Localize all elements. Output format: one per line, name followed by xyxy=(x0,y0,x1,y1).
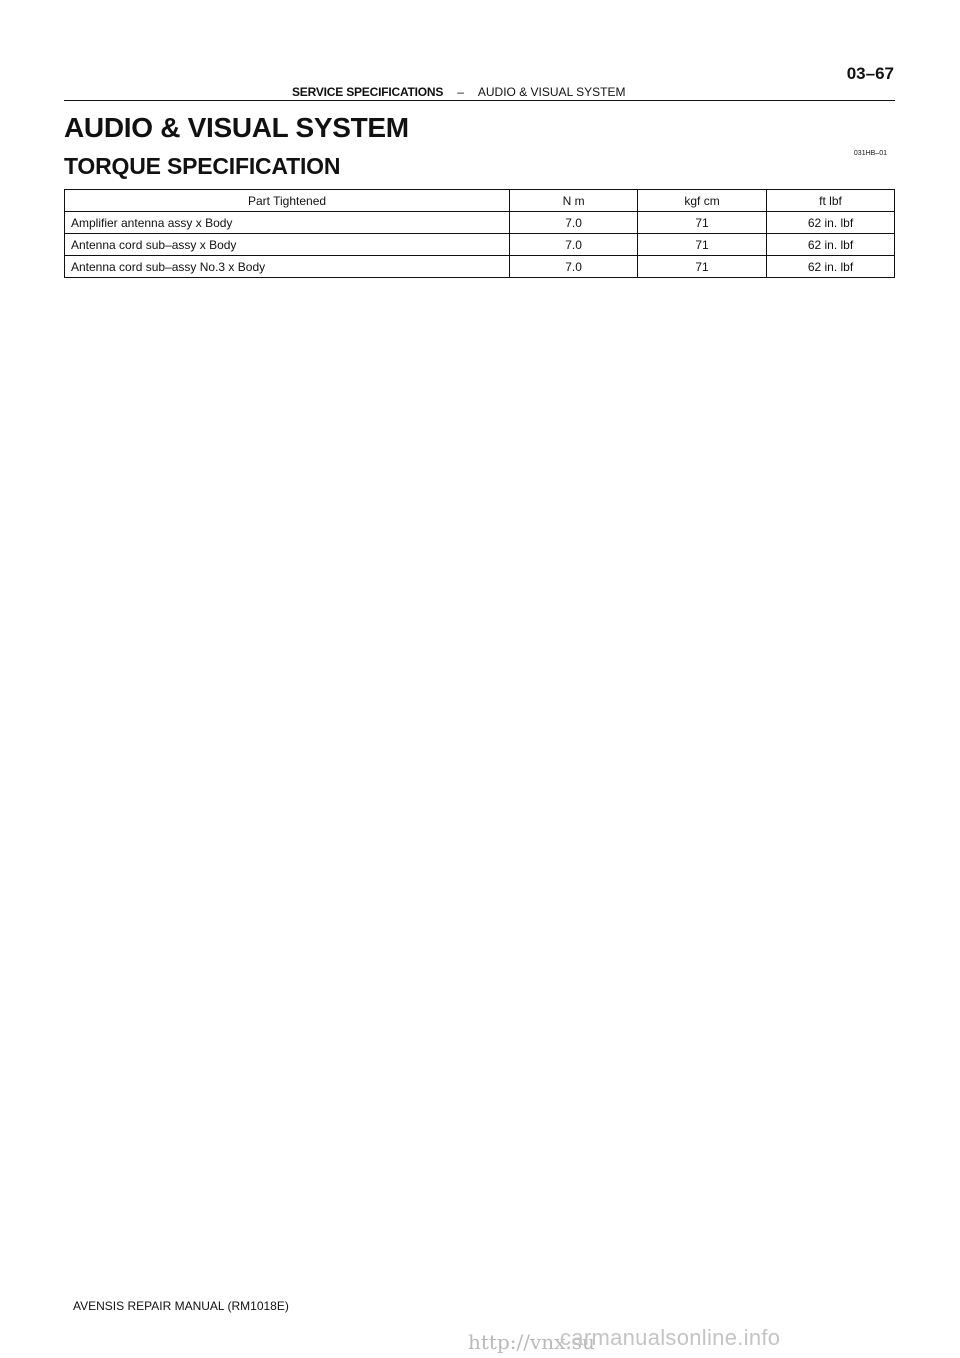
table-row xyxy=(65,212,895,234)
column-header-part: Part Tightened xyxy=(65,190,510,212)
cell-kgf-cm: 71 xyxy=(638,212,767,234)
cell-ft-lbf: 62 in. lbf xyxy=(767,212,895,234)
header-dash: – xyxy=(457,85,464,99)
torque-table xyxy=(64,189,895,278)
cell-kgf-cm: 71 xyxy=(638,234,767,256)
cell-ft-lbf: 62 in. lbf xyxy=(767,256,895,278)
section-title: TORQUE SPECIFICATION xyxy=(64,153,341,179)
cell-kgf-cm: 71 xyxy=(638,256,767,278)
table-row xyxy=(65,234,895,256)
watermark-link[interactable]: http://vnx.su xyxy=(468,1330,595,1354)
column-header-nm: N m xyxy=(510,190,638,212)
cell-part: Antenna cord sub–assy x Body xyxy=(65,234,510,256)
table-header-row xyxy=(65,190,895,212)
cell-nm: 7.0 xyxy=(510,234,638,256)
reference-code: 031HB–01 xyxy=(853,150,887,157)
running-header xyxy=(292,85,625,99)
column-header-kgf-cm: kgf cm xyxy=(638,190,767,212)
watermark-site: carmanualsonline.info xyxy=(560,1325,781,1350)
cell-nm: 7.0 xyxy=(510,212,638,234)
footer-manual-name: AVENSIS REPAIR MANUAL (RM1018E) xyxy=(73,1299,289,1313)
cell-part: Amplifier antenna assy x Body xyxy=(65,212,510,234)
page-number: 03–67 xyxy=(846,64,894,83)
header-rule xyxy=(64,100,895,101)
cell-nm: 7.0 xyxy=(510,256,638,278)
page-title: AUDIO & VISUAL SYSTEM xyxy=(64,112,409,143)
column-header-ft-lbf: ft lbf xyxy=(767,190,895,212)
header-subsection: AUDIO & VISUAL SYSTEM xyxy=(477,85,626,99)
cell-ft-lbf: 62 in. lbf xyxy=(767,234,895,256)
table-row xyxy=(65,256,895,278)
cell-part: Antenna cord sub–assy No.3 x Body xyxy=(65,256,510,278)
header-section: SERVICE SPECIFICATIONS xyxy=(292,85,444,99)
